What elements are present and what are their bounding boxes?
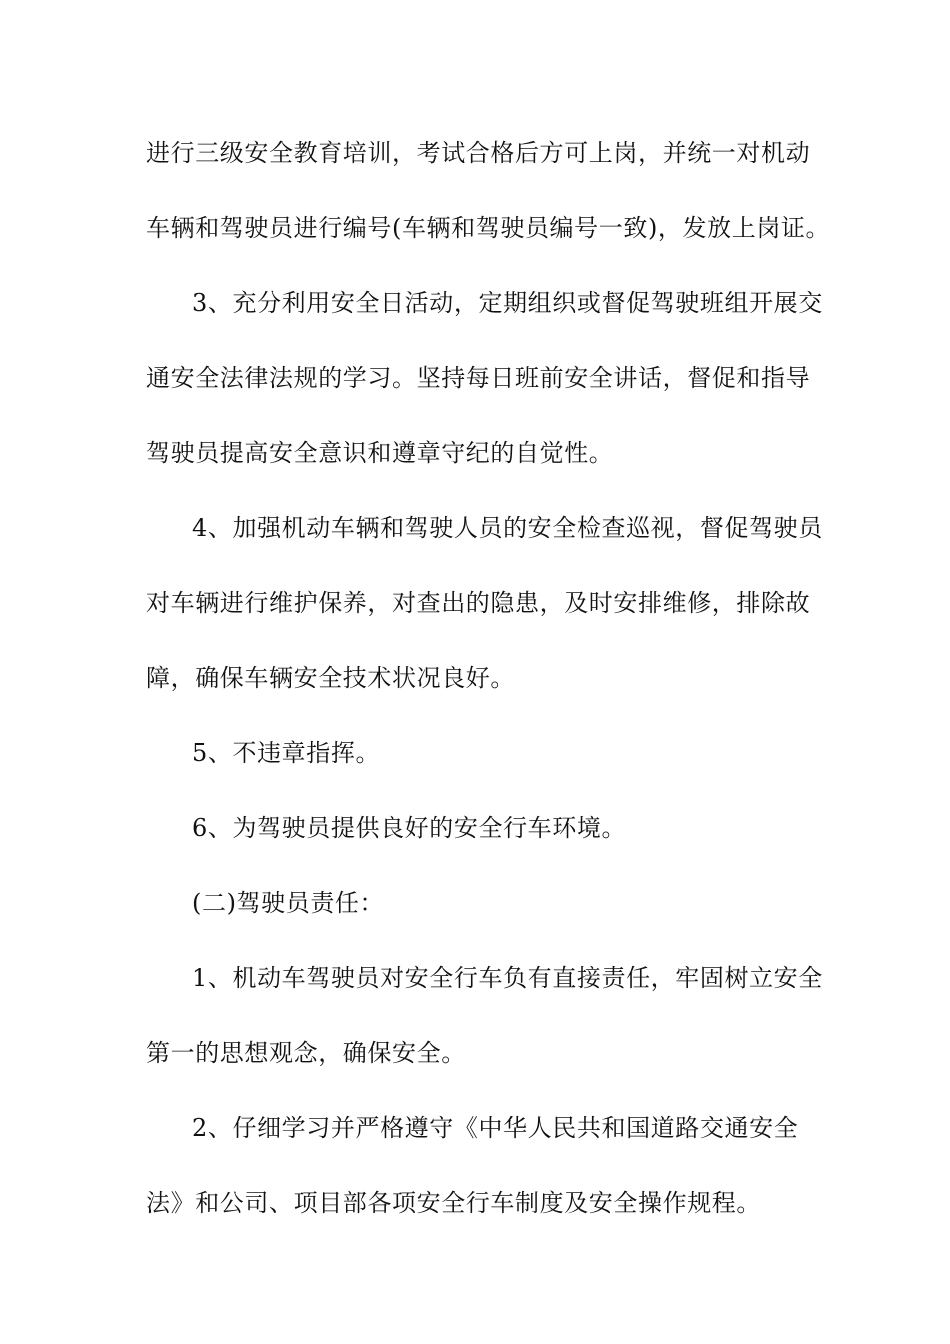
driver-item-1-start: 1、机动车驾驶员对安全行车负有直接责任，牢固树立安全 [192, 964, 823, 992]
text-line: 进行三级安全教育培训，考试合格后方可上岗，并统一对机动 [146, 139, 811, 167]
paragraph-6: 6、为驾驶员提供良好的安全行车环境。 [192, 814, 627, 842]
paragraph-3-start: 3、充分利用安全日活动，定期组织或督促驾驶班组开展交 [192, 289, 823, 317]
text-line: 第一的思想观念，确保安全。 [146, 1039, 466, 1067]
driver-item-2-start: 2、仔细学习并严格遵守《中华人民共和国道路交通安全 [192, 1114, 799, 1142]
text-line: 通安全法律法规的学习。坚持每日班前安全讲话，督促和指导 [146, 364, 811, 392]
paragraph-4-start: 4、加强机动车辆和驾驶人员的安全检查巡视，督促驾驶员 [192, 514, 823, 542]
text-line: 驾驶员提高安全意识和遵章守纪的自觉性。 [146, 439, 614, 467]
paragraph-5: 5、不违章指挥。 [192, 739, 381, 767]
text-line: 障，确保车辆安全技术状况良好。 [146, 664, 515, 692]
text-line: 法》和公司、项目部各项安全行车制度及安全操作规程。 [146, 1189, 761, 1217]
section-heading-driver-responsibility: (二)驾驶员责任： [192, 889, 385, 917]
text-line: 对车辆进行维护保养，对查出的隐患，及时安排维修，排除故 [146, 589, 811, 617]
text-line: 车辆和驾驶员进行编号(车辆和驾驶员编号一致)，发放上岗证。 [146, 214, 831, 242]
